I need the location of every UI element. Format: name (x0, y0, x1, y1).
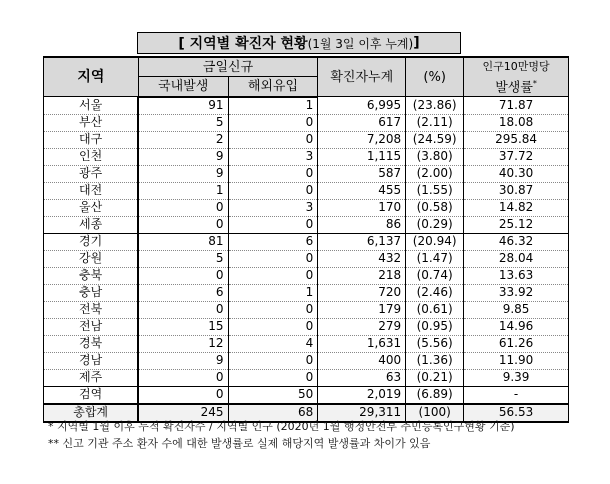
table-row (44, 301, 569, 318)
table-title (137, 32, 461, 54)
table-row (44, 352, 569, 369)
cell-percent: (23.86) (406, 97, 464, 115)
cell-percent: (0.61) (406, 301, 464, 318)
cell-imported: 0 (228, 182, 318, 199)
cell-region: 서울 (44, 97, 139, 115)
cell-percent: (0.29) (406, 216, 464, 233)
cell-rate: 11.90 (464, 352, 569, 369)
cell-cumulative: 6,137 (318, 233, 406, 250)
cell-domestic: 2 (138, 131, 228, 148)
cell-region: 경북 (44, 335, 139, 352)
cell-percent: (0.21) (406, 369, 464, 386)
cell-cumulative: 587 (318, 165, 406, 182)
cell-domestic: 6 (138, 284, 228, 301)
cell-cumulative: 279 (318, 318, 406, 335)
cell-cumulative: 400 (318, 352, 406, 369)
cell-rate: 18.08 (464, 114, 569, 131)
cell-percent: (1.55) (406, 182, 464, 199)
cell-region: 경남 (44, 352, 139, 369)
table-row (44, 199, 569, 216)
cell-region: 전북 (44, 301, 139, 318)
table-row (44, 250, 569, 267)
cell-percent: (1.36) (406, 352, 464, 369)
cell-rate: 37.72 (464, 148, 569, 165)
cell-cumulative: 63 (318, 369, 406, 386)
cell-cumulative: 29,311 (318, 404, 406, 422)
cell-cumulative: 218 (318, 267, 406, 284)
cell-domestic: 91 (138, 97, 228, 115)
cell-cumulative: 1,115 (318, 148, 406, 165)
cell-percent: (1.47) (406, 250, 464, 267)
cell-region: 검역 (44, 386, 139, 404)
cell-percent: (0.74) (406, 267, 464, 284)
table-row (44, 284, 569, 301)
cell-region: 경기 (44, 233, 139, 250)
cell-rate: 40.30 (464, 165, 569, 182)
cell-rate: 56.53 (464, 404, 569, 422)
table-row (44, 318, 569, 335)
cell-domestic: 9 (138, 352, 228, 369)
header-rate-bottom: 발생률 (495, 80, 533, 96)
cell-rate: 33.92 (464, 284, 569, 301)
cell-imported: 0 (228, 165, 318, 182)
footnotes (48, 418, 515, 452)
cell-cumulative: 432 (318, 250, 406, 267)
table-row (44, 114, 569, 131)
cell-cumulative: 455 (318, 182, 406, 199)
cell-region: 전남 (44, 318, 139, 335)
cell-region: 부산 (44, 114, 139, 131)
cell-percent: (0.95) (406, 318, 464, 335)
table-row (44, 148, 569, 165)
cell-cumulative: 617 (318, 114, 406, 131)
cell-domestic: 5 (138, 250, 228, 267)
cell-domestic: 0 (138, 301, 228, 318)
header-percent: (%) (406, 57, 464, 97)
cell-region: 대전 (44, 182, 139, 199)
cell-domestic: 5 (138, 114, 228, 131)
header-rate-mark: * (532, 79, 537, 88)
cell-percent: (5.56) (406, 335, 464, 352)
cell-region: 대구 (44, 131, 139, 148)
table-row (44, 335, 569, 352)
cell-imported: 3 (228, 199, 318, 216)
cell-imported: 0 (228, 318, 318, 335)
cell-percent: (6.89) (406, 386, 464, 404)
table-row (44, 165, 569, 182)
cell-domestic: 12 (138, 335, 228, 352)
cell-region: 충북 (44, 267, 139, 284)
cell-percent: (2.46) (406, 284, 464, 301)
title-main: [ 지역별 확진자 현황 (178, 36, 308, 52)
footnote-1: * 지역별 1월 이후 누적 확진자수 / 지역별 인구 (2020년 1월 행정안전부 주민등록인구현황 기준) (48, 420, 515, 433)
header-domestic: 국내발생 (138, 77, 228, 97)
cell-domestic: 81 (138, 233, 228, 250)
cell-region: 인천 (44, 148, 139, 165)
cell-percent: (24.59) (406, 131, 464, 148)
table-row (44, 267, 569, 284)
table-row (44, 216, 569, 233)
cell-region: 제주 (44, 369, 139, 386)
cell-domestic: 15 (138, 318, 228, 335)
cell-domestic: 9 (138, 165, 228, 182)
title-close: ] (413, 35, 420, 51)
cell-imported: 0 (228, 250, 318, 267)
cell-cumulative: 179 (318, 301, 406, 318)
cell-imported: 0 (228, 131, 318, 148)
cell-rate: 295.84 (464, 131, 569, 148)
cell-rate: 9.39 (464, 369, 569, 386)
cell-domestic: 245 (138, 404, 228, 422)
cell-domestic: 0 (138, 267, 228, 284)
cell-percent: (2.00) (406, 165, 464, 182)
cell-rate: 14.82 (464, 199, 569, 216)
cell-percent: (20.94) (406, 233, 464, 250)
cell-imported: 4 (228, 335, 318, 352)
cell-rate: 13.63 (464, 267, 569, 284)
cell-rate: 71.87 (464, 97, 569, 115)
cell-cumulative: 7,208 (318, 131, 406, 148)
cell-rate: 28.04 (464, 250, 569, 267)
cell-rate: - (464, 386, 569, 404)
cell-cumulative: 720 (318, 284, 406, 301)
cell-region: 강원 (44, 250, 139, 267)
cell-domestic: 0 (138, 216, 228, 233)
cell-region: 울산 (44, 199, 139, 216)
cell-imported: 0 (228, 216, 318, 233)
cell-region: 충남 (44, 284, 139, 301)
cell-imported: 50 (228, 386, 318, 404)
header-imported: 해외유입 (228, 77, 318, 97)
header-rate (464, 57, 569, 97)
cell-region: 광주 (44, 165, 139, 182)
cell-region: 총합계 (44, 404, 139, 422)
cell-imported: 1 (228, 284, 318, 301)
header-rate-top: 인구10만명당 (482, 60, 550, 73)
cell-cumulative: 2,019 (318, 386, 406, 404)
header-today-new: 금일신규 (138, 57, 318, 77)
table-row (44, 233, 569, 250)
footnote-2: ** 신고 기관 주소 환자 수에 대한 발생률로 실제 해당지역 발생률과 차이가 있음 (48, 437, 431, 450)
cell-cumulative: 170 (318, 199, 406, 216)
regional-cases-table (43, 56, 569, 423)
cell-rate: 61.26 (464, 335, 569, 352)
table-row (44, 97, 569, 115)
cell-rate: 30.87 (464, 182, 569, 199)
cell-domestic: 1 (138, 182, 228, 199)
cell-imported: 0 (228, 267, 318, 284)
cell-percent: (2.11) (406, 114, 464, 131)
cell-rate: 9.85 (464, 301, 569, 318)
cell-imported: 68 (228, 404, 318, 422)
cell-percent: (3.80) (406, 148, 464, 165)
table-row (44, 182, 569, 199)
cell-cumulative: 1,631 (318, 335, 406, 352)
cell-percent: (0.58) (406, 199, 464, 216)
cell-cumulative: 6,995 (318, 97, 406, 115)
cell-domestic: 0 (138, 369, 228, 386)
cell-rate: 25.12 (464, 216, 569, 233)
cell-imported: 1 (228, 97, 318, 115)
table-row (44, 131, 569, 148)
cell-domestic: 0 (138, 386, 228, 404)
cell-rate: 14.96 (464, 318, 569, 335)
cell-region: 세종 (44, 216, 139, 233)
cell-imported: 0 (228, 352, 318, 369)
table-row (44, 369, 569, 386)
cell-domestic: 9 (138, 148, 228, 165)
header-region: 지역 (44, 57, 139, 97)
cell-domestic: 0 (138, 199, 228, 216)
cell-imported: 3 (228, 148, 318, 165)
title-subtitle: (1월 3일 이후 누계) (307, 36, 414, 51)
cell-imported: 0 (228, 301, 318, 318)
cell-imported: 0 (228, 369, 318, 386)
cell-imported: 6 (228, 233, 318, 250)
cell-rate: 46.32 (464, 233, 569, 250)
table-row (44, 386, 569, 404)
cell-imported: 0 (228, 114, 318, 131)
header-cumulative: 확진자누계 (318, 57, 406, 97)
cell-percent: (100) (406, 404, 464, 422)
cell-cumulative: 86 (318, 216, 406, 233)
